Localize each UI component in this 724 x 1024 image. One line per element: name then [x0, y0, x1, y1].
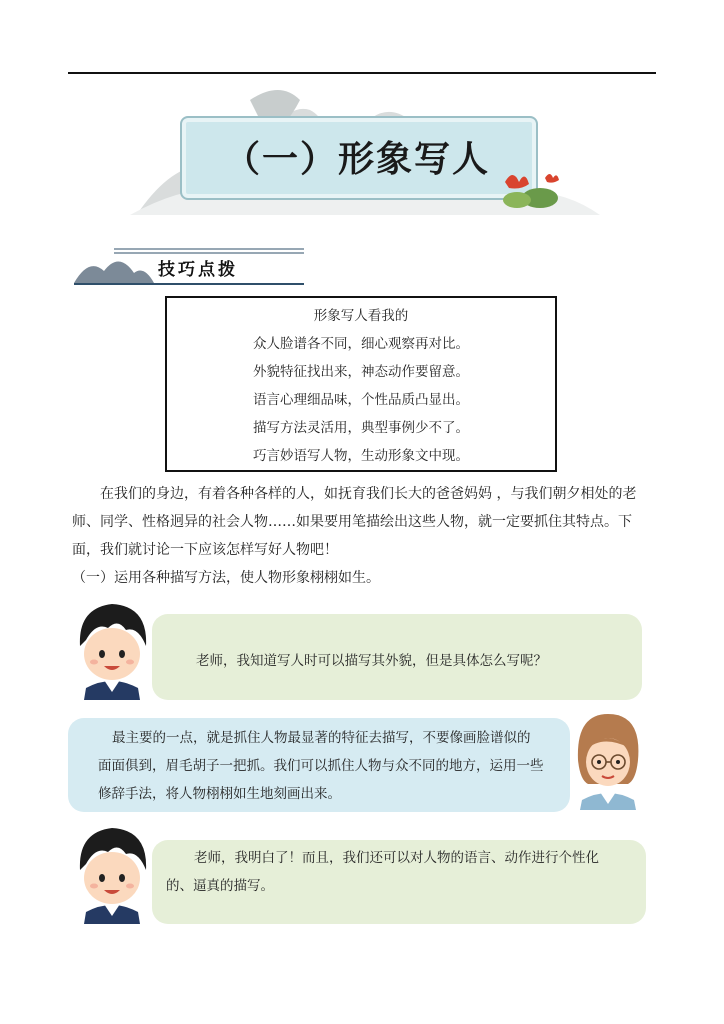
- section-title: 技巧点拨: [158, 260, 238, 280]
- poem-line: 巧言妙语写人物，生动形象文中现。: [253, 448, 469, 464]
- intro-line: 在我们的身边，有着各种各样的人，如抚育我们长大的爸爸妈妈 ，与我们朝夕相处的老: [100, 486, 637, 502]
- teacher-avatar: [572, 710, 644, 810]
- teacher-speech-line: 修辞手法，将人物栩栩如生地刻画出来。: [98, 786, 341, 802]
- poem-line: 描写方法灵活用，典型事例少不了。: [253, 420, 469, 436]
- student-speech-line: 老师，我明白了！而且，我们还可以对人物的语言、动作进行个性化: [194, 850, 599, 866]
- intro-paragraph: [72, 480, 656, 592]
- poem-title: 形象写人看我的: [313, 308, 409, 324]
- intro-line: 师、同学、性格迥异的社会人物……如果要用笔描绘出这些人物，就一定要抓住其特点。下: [72, 514, 632, 530]
- poem-line: 众人脸谱各不同，细心观察再对比。: [253, 336, 469, 352]
- student-avatar: [68, 820, 156, 924]
- teacher-speech-line: 最主要的一点，就是抓住人物最显著的特征去描写，不要像画脸谱似的: [112, 730, 531, 746]
- teacher-speech-bubble: [68, 718, 570, 812]
- subheading: （一）运用各种描写方法，使人物形象栩栩如生。: [72, 570, 380, 586]
- student-speech-text: 老师，我知道写人时可以描写其外貌，但是具体怎么写呢？: [196, 653, 547, 669]
- poem-line: 语言心理细品味，个性品质凸显出。: [253, 392, 469, 408]
- student-avatar: [68, 596, 156, 700]
- top-rule: [68, 72, 656, 74]
- poem-line: 外貌特征找出来，神态动作要留意。: [253, 364, 469, 380]
- lotus-icon: [495, 168, 565, 210]
- student-speech-bubble-2: [152, 840, 646, 924]
- page-title: （一）形象写人: [223, 137, 490, 180]
- student-speech-line: 的、逼真的描写。: [166, 878, 274, 894]
- poem-box: [165, 296, 557, 472]
- student-speech-bubble: [152, 614, 642, 700]
- intro-line: 面，我们就讨论一下应该怎样写好人物吧！: [72, 542, 338, 558]
- teacher-speech-line: 面面俱到，眉毛胡子一把抓。我们可以抓住人物与众不同的地方，运用一些: [98, 758, 544, 774]
